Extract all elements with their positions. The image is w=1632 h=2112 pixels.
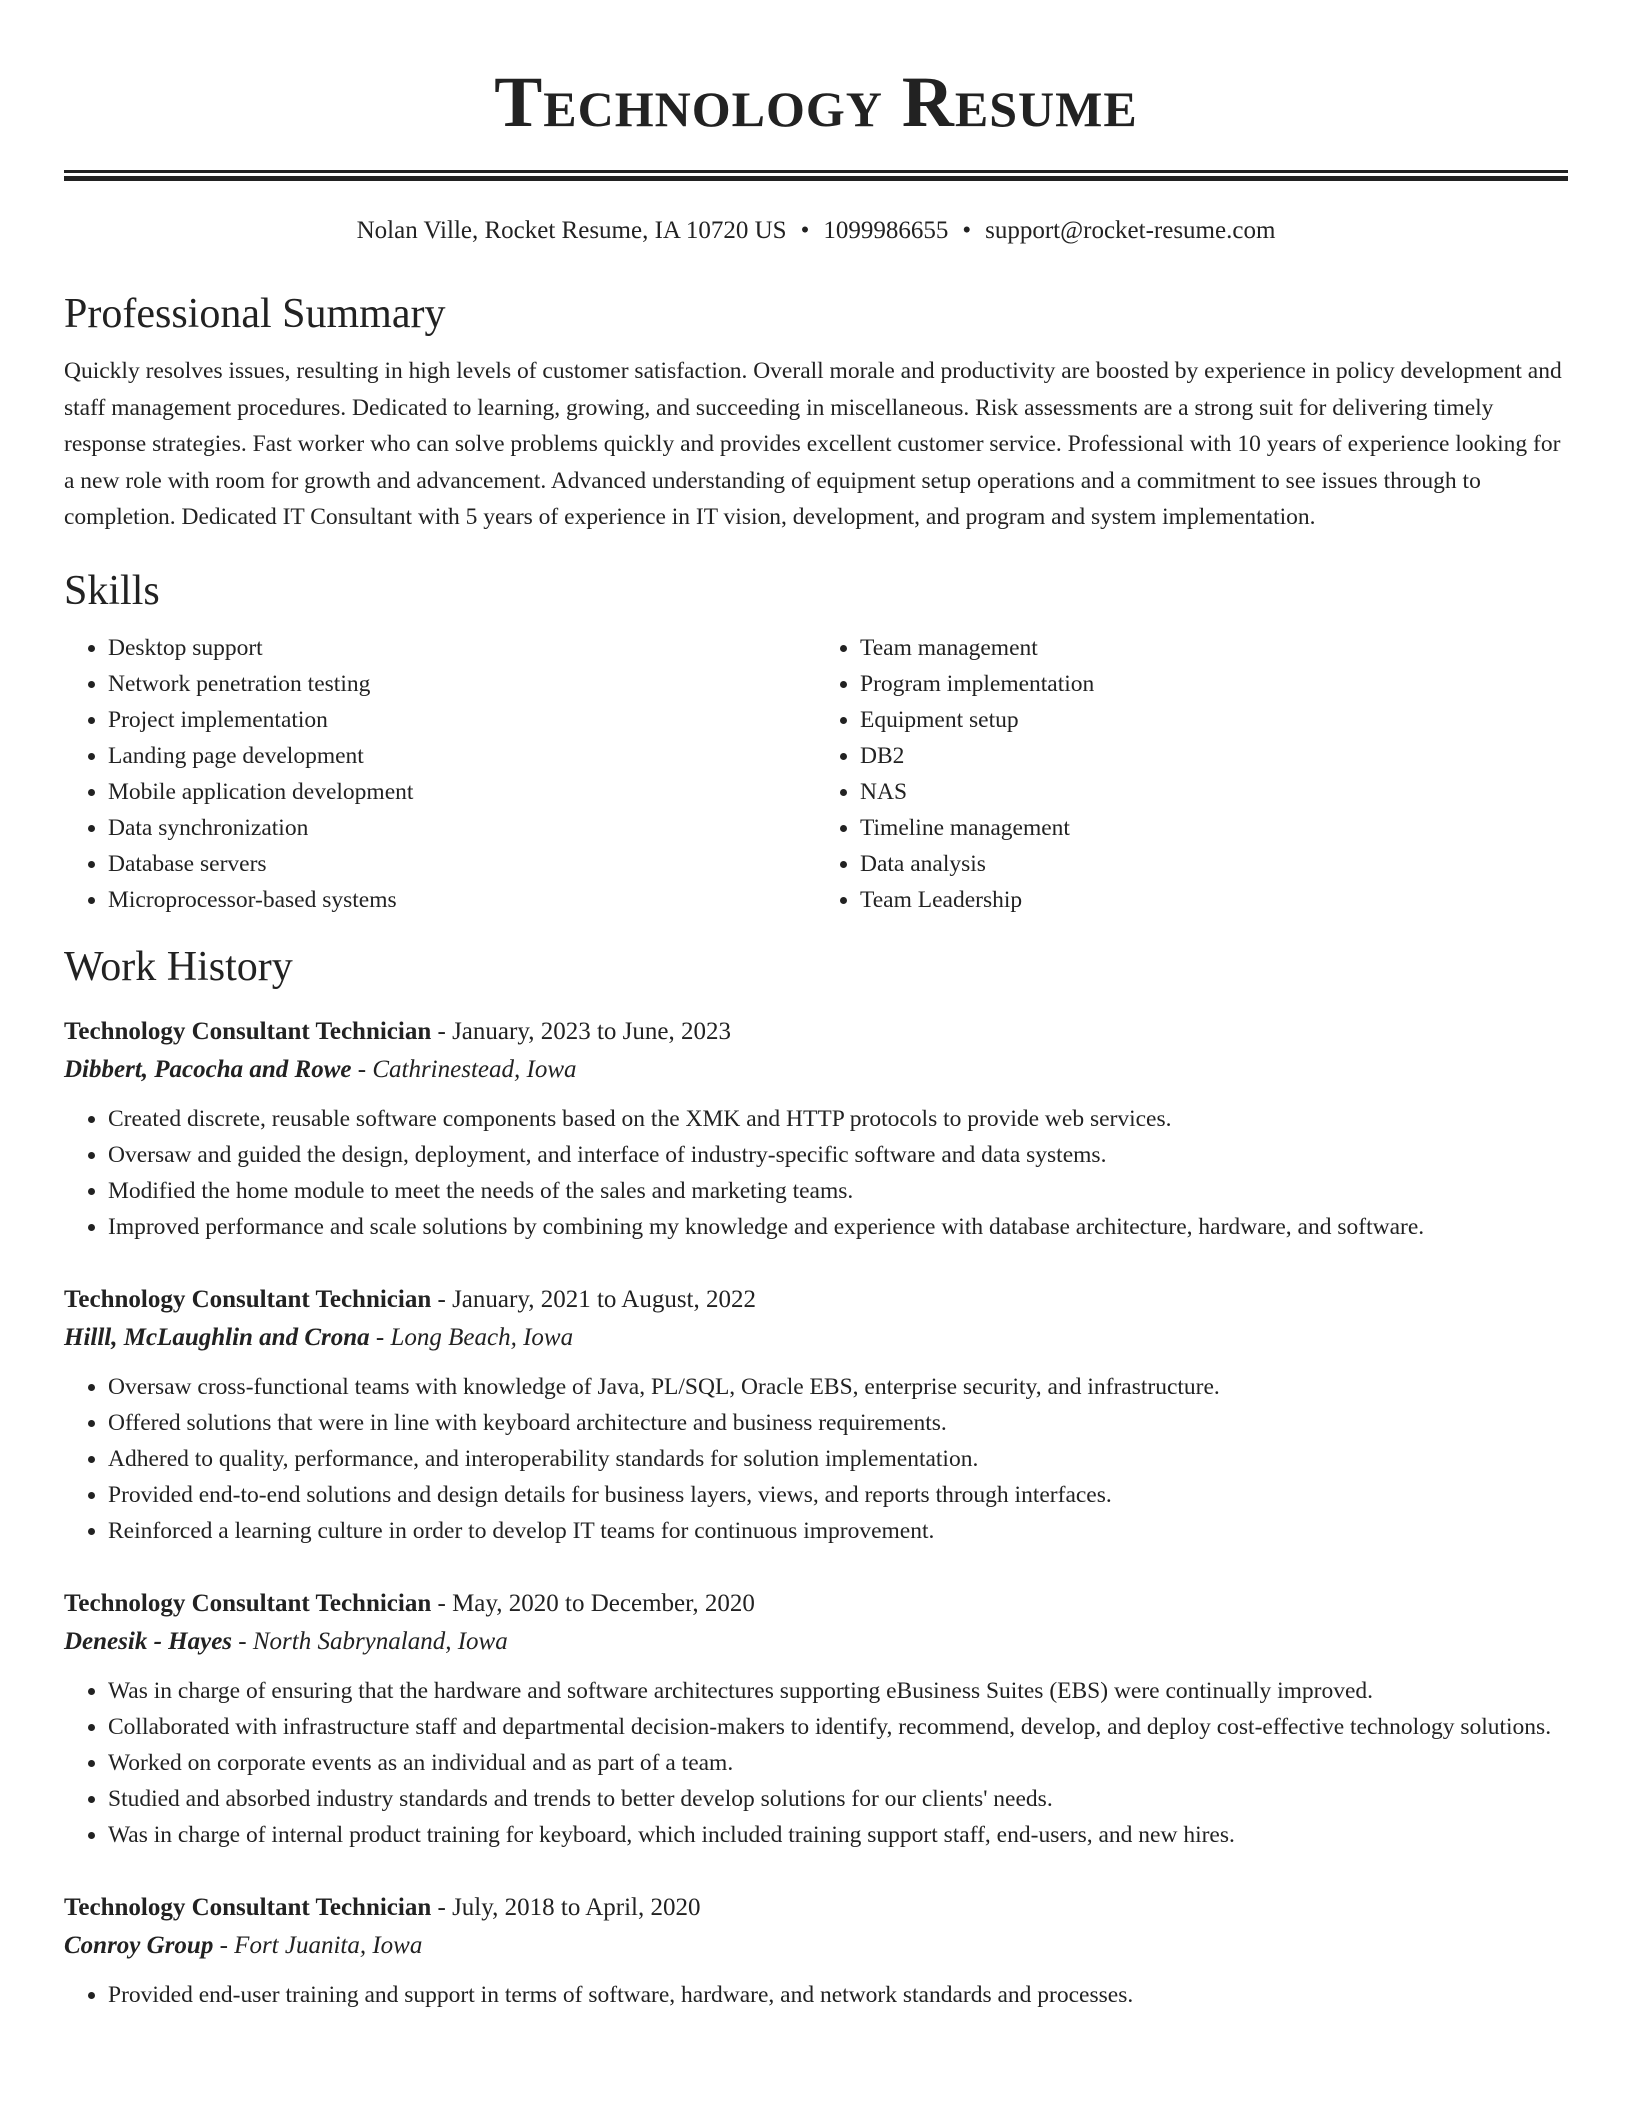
job-company: Denesik - Hayes <box>64 1627 233 1655</box>
contact-address: Nolan Ville, Rocket Resume, IA 10720 US <box>356 217 787 244</box>
job-bullet: • Offered solutions that were in line with keyboard architecture and business requirements. <box>108 1405 1568 1441</box>
job-entry <box>64 1889 1568 2013</box>
skill-item: • DB2 <box>860 738 1568 774</box>
job-bullet: • Was in charge of internal product training for keyboard, which included training support staff, end-users, and new hires. <box>108 1817 1568 1853</box>
job-bullet: • Provided end-to-end solutions and design details for business layers, views, and reports through interfaces. <box>108 1477 1568 1513</box>
job-bullet: • Improved performance and scale solutions by combining my knowledge and experience with database architecture, hardware, and software. <box>108 1209 1568 1245</box>
skills-columns <box>64 630 1568 918</box>
job-company: Hilll, McLaughlin and Crona <box>64 1323 370 1351</box>
job-bullets <box>64 1673 1568 1853</box>
job-entry <box>64 1585 1568 1853</box>
header-rule <box>64 170 1568 181</box>
job-title-line <box>64 1889 1568 1927</box>
summary-heading: Professional Summary <box>64 291 446 337</box>
job-bullet: • Worked on corporate events as an individual and as part of a team. <box>108 1745 1568 1781</box>
skills-list-right <box>816 630 1568 918</box>
job-dates: - January, 2023 to June, 2023 <box>431 1017 731 1045</box>
job-bullet: • Oversaw cross-functional teams with knowledge of Java, PL/SQL, Oracle EBS, enterprise security, and infrastructure. <box>108 1369 1568 1405</box>
job-bullets <box>64 1101 1568 1245</box>
job-bullet: • Studied and absorbed industry standards and trends to better develop solutions for our clients' needs. <box>108 1781 1568 1817</box>
job-company: Conroy Group <box>64 1931 214 1959</box>
job-bullet: • Oversaw and guided the design, deployment, and interface of industry-specific software and data systems. <box>108 1137 1568 1173</box>
job-dates: - May, 2020 to December, 2020 <box>431 1589 755 1617</box>
contact-separator: • <box>800 217 810 244</box>
employer-line <box>64 1623 1568 1661</box>
work-history-heading: Work History <box>64 944 293 991</box>
job-title-line <box>64 1013 1568 1051</box>
job-bullet: • Was in charge of ensuring that the hardware and software architectures supporting eBusiness Suites (EBS) were continually improved. <box>108 1673 1568 1709</box>
job-location: - Long Beach, Iowa <box>369 1323 574 1351</box>
job-bullets <box>64 1369 1568 1549</box>
job-bullet: • Collaborated with infrastructure staff and departmental decision-makers to identify, recommend, develop, and deploy cost-effective technology solutions. <box>108 1709 1568 1745</box>
job-role: Technology Consultant Technician <box>64 1285 432 1313</box>
job-location: - North Sabrynaland, Iowa <box>232 1627 508 1655</box>
contact-email: support@rocket-resume.com <box>985 217 1276 244</box>
skill-item: • Program implementation <box>860 666 1568 702</box>
job-bullet: • Provided end-user training and support in terms of software, hardware, and network standards and processes. <box>108 1977 1568 2013</box>
skill-item: • Network penetration testing <box>108 666 816 702</box>
job-role: Technology Consultant Technician <box>64 1017 432 1045</box>
job-bullet: • Reinforced a learning culture in order to develop IT teams for continuous improvement. <box>108 1513 1568 1549</box>
job-role: Technology Consultant Technician <box>64 1589 432 1617</box>
job-bullet: • Adhered to quality, performance, and interoperability standards for solution implementation. <box>108 1441 1568 1477</box>
summary-text: Quickly resolves issues, resulting in high levels of customer satisfaction. Overall morale and productivity are boosted by experience in policy development and staff management procedures. Dedicated to learning, growing, and succeeding in miscellaneous. Risk assessments are a strong suit for delivering timely response strategies. Fast worker who can solve problems quickly and provides excellent customer service. Professional with 10 years of experience looking for a new role with room for growth and advancement. Advanced understanding of equipment setup operations and a commitment to see issues through to completion. Dedicated IT Consultant with 5 years of experience in IT vision, development, and program and system implementation. <box>64 358 1562 531</box>
contact-line <box>64 215 1568 247</box>
skill-item: • Database servers <box>108 846 816 882</box>
employer-line <box>64 1927 1568 1965</box>
job-entry <box>64 1281 1568 1549</box>
job-location: - Cathrinestead, Iowa <box>351 1055 577 1083</box>
skill-item: • Data synchronization <box>108 810 816 846</box>
skill-item: • Equipment setup <box>860 702 1568 738</box>
contact-separator: • <box>962 217 972 244</box>
skill-item: • Landing page development <box>108 738 816 774</box>
contact-phone: 1099986655 <box>823 217 949 244</box>
skill-item: • Timeline management <box>860 810 1568 846</box>
job-bullets <box>64 1977 1568 2013</box>
job-title-line <box>64 1585 1568 1623</box>
skill-item: • NAS <box>860 774 1568 810</box>
resume-name: Technology Resume <box>494 62 1138 142</box>
skill-item: • Data analysis <box>860 846 1568 882</box>
job-dates: - July, 2018 to April, 2020 <box>431 1893 701 1921</box>
job-role: Technology Consultant Technician <box>64 1893 432 1921</box>
skill-item: • Mobile application development <box>108 774 816 810</box>
employer-line <box>64 1319 1568 1357</box>
skill-item: • Desktop support <box>108 630 816 666</box>
skills-heading: Skills <box>64 567 160 614</box>
job-bullet: • Modified the home module to meet the needs of the sales and marketing teams. <box>108 1173 1568 1209</box>
skill-item: • Microprocessor-based systems <box>108 882 816 918</box>
job-entry <box>64 1013 1568 1245</box>
skill-item: • Team management <box>860 630 1568 666</box>
job-dates: - January, 2021 to August, 2022 <box>431 1285 756 1313</box>
skill-item: • Team Leadership <box>860 882 1568 918</box>
job-bullet: • Created discrete, reusable software components based on the XMK and HTTP protocols to provide web services. <box>108 1101 1568 1137</box>
skills-list-left <box>64 630 816 918</box>
job-location: - Fort Juanita, Iowa <box>213 1931 423 1959</box>
job-title-line <box>64 1281 1568 1319</box>
skill-item: • Project implementation <box>108 702 816 738</box>
job-company: Dibbert, Pacocha and Rowe <box>64 1055 352 1083</box>
employer-line <box>64 1051 1568 1089</box>
